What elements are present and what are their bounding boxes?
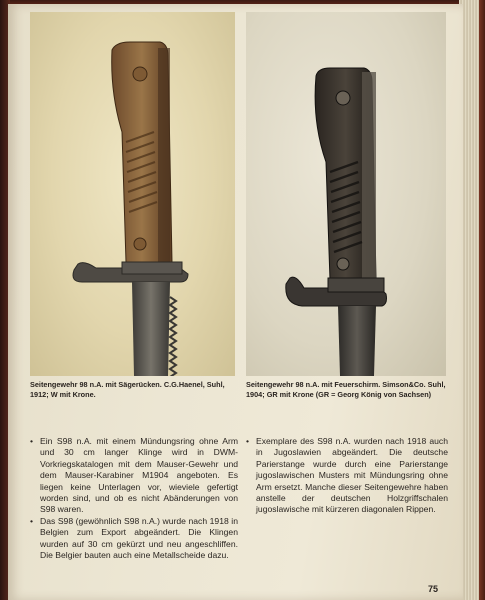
paragraph — [30, 436, 238, 516]
paragraph — [246, 436, 448, 516]
text-column-left — [30, 436, 238, 561]
paragraph-text: Ein S98 n.A. mit einem Mündungsring ohne Arm und 30 cm langer Klinge wird in DWM-Vorkriegskatalogen mit dem Mauser-Gewehr und dem Mauser-Karabiner M1904 angeboten. Es liegen keine Unterlagen vor, wieviele gefertigt worden sind, und ob es nicht Abänderungen von S98 waren. — [40, 436, 238, 515]
caption-left: Seitengewehr 98 n.A. mit Sägerücken. C.G.Haenel, Suhl, 1912; W mit Krone. — [30, 380, 225, 399]
paragraph — [30, 516, 238, 562]
text-column-right — [246, 436, 448, 516]
book-page — [8, 4, 463, 600]
paragraph-text: Exemplare des S98 n.A. wurden nach 1918 auch in Jugoslawien abgeändert. Die deutsche Parierstange wurde durch eine Parierstange jugoslawischen Musters mit Mündungsring ohne Arm ersetzt. Manche dieser Seitengewehre haben anstelle der deutschen Holzgriffschalen jugoslawische mit kürzeren diagonalen Rippen. — [256, 436, 448, 515]
bullet-icon: • — [30, 436, 34, 446]
page-number: 75 — [428, 584, 439, 594]
bullet-icon: • — [246, 436, 250, 446]
photo-bayonet-saw-back — [30, 12, 235, 376]
paragraph-text: Das S98 (gewöhnlich S98 n.A.) wurde nach 1918 in Belgien zum Export abgeändert. Die Klingen wurden auf 30 cm gekürzt und neu angeschliffen. Die Belgier bauten auch eine Metallscheide dazu. — [40, 515, 238, 561]
caption-right: Seitengewehr 98 n.A. mit Feuerschirm. Simson&Co. Suhl, 1904; GR mit Krone (GR = Georg König von Sachsen) — [246, 380, 446, 399]
book-cover-edge — [479, 0, 485, 600]
photo-bayonet-flash-guard — [246, 12, 446, 376]
bullet-icon: • — [30, 515, 34, 526]
